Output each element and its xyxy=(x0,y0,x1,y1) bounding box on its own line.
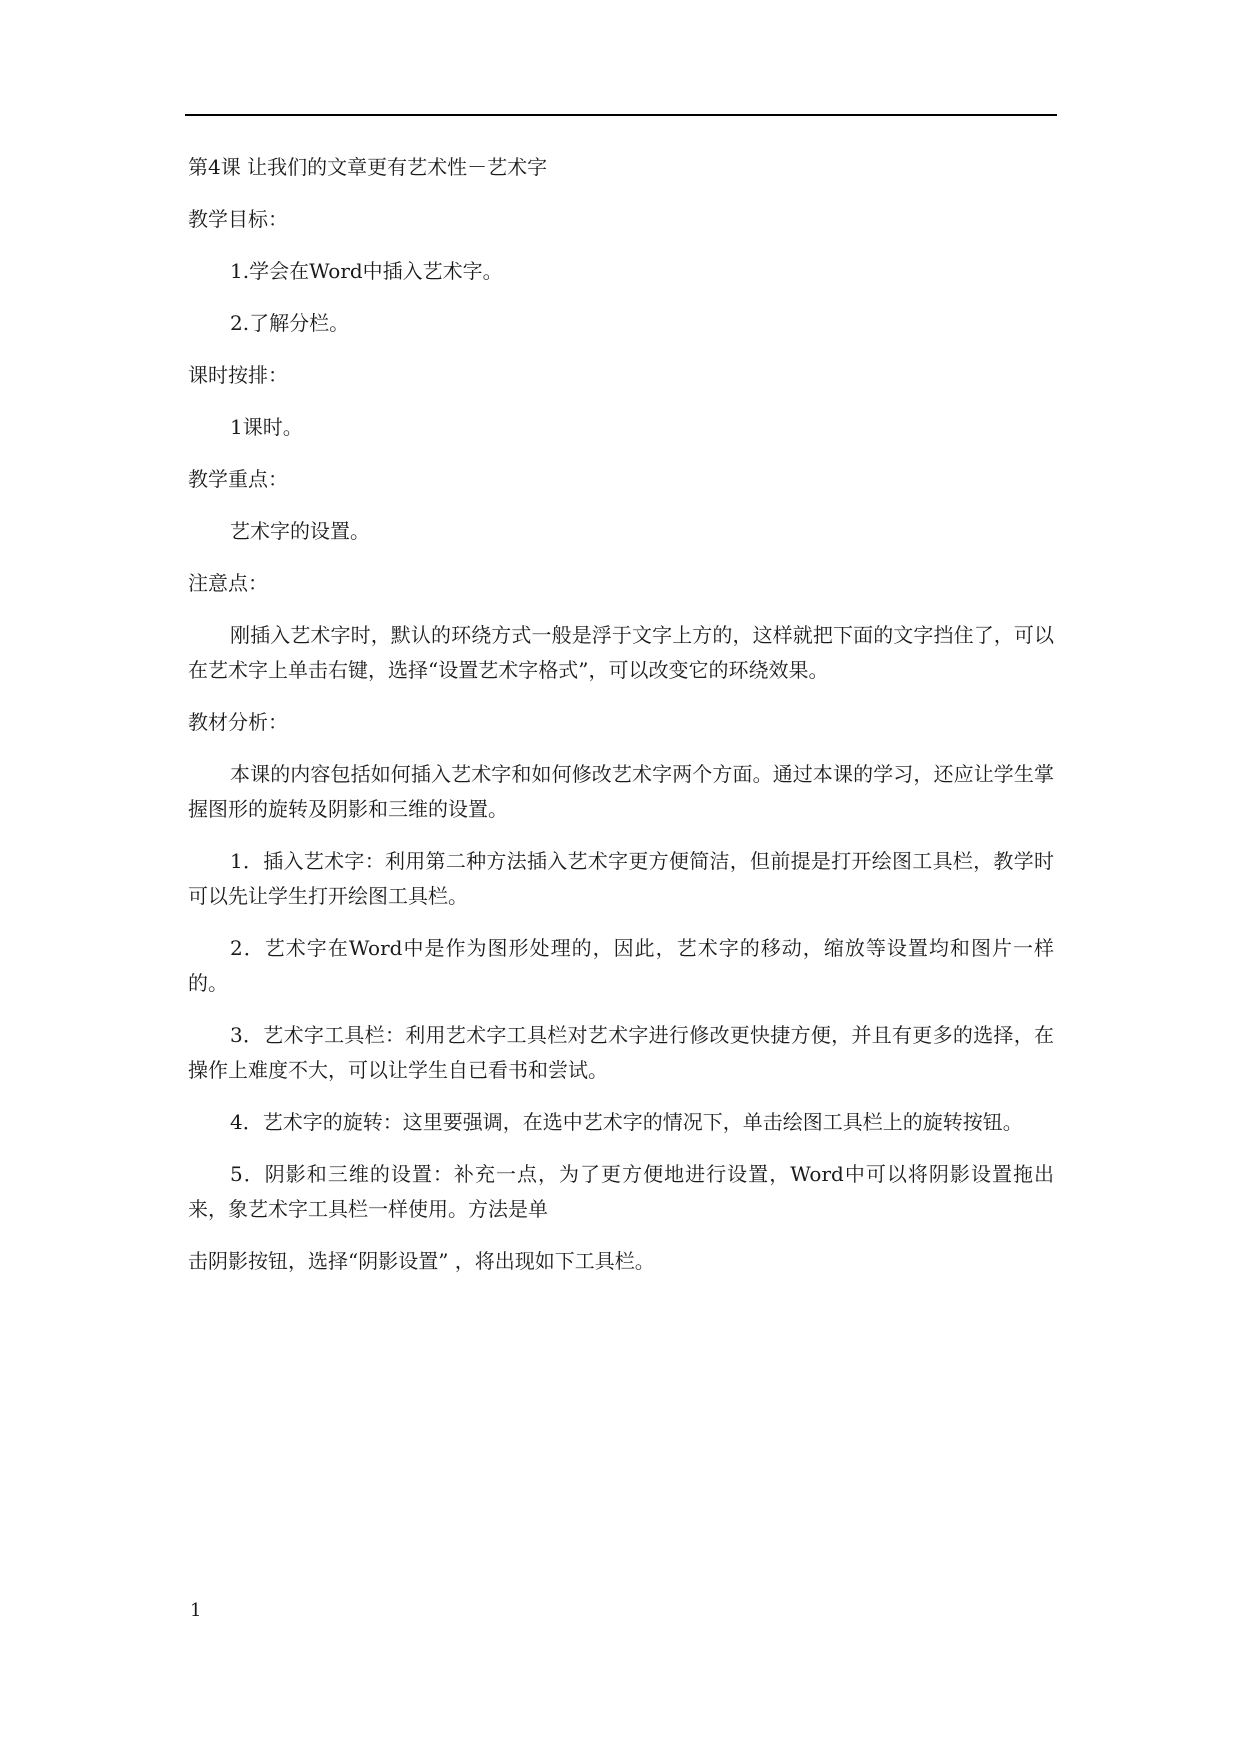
analysis-item-5-continued: 击阴影按钮，选择“阴影设置” ，将出现如下工具栏。 xyxy=(188,1249,655,1273)
key-points-text: 艺术字的设置。 xyxy=(230,519,370,543)
document-body xyxy=(188,150,1054,1296)
schedule-text: 1课时。 xyxy=(230,415,303,439)
lesson-title: 第4课 让我们的文章更有艺术性－艺术字 xyxy=(188,155,548,179)
analysis-item-4: 4．艺术字的旋转：这里要强调，在选中艺术字的情况下，单击绘图工具栏上的旋转按钮。 xyxy=(230,1110,1023,1134)
section-heading-key-points: 教学重点： xyxy=(188,467,288,491)
analysis-item-1: 1．插入艺术字：利用第二种方法插入艺术字更方便简洁，但前提是打开绘图工具栏，教学时可以先让学生打开绘图工具栏。 xyxy=(188,849,1054,908)
analysis-item-3: 3．艺术字工具栏：利用艺术字工具栏对艺术字进行修改更快捷方便，并且有更多的选择，在操作上难度不大，可以让学生自已看书和尝试。 xyxy=(188,1023,1054,1082)
analysis-item-2: 2．艺术字在Word中是作为图形处理的，因此，艺术字的移动，缩放等设置均和图片一样的。 xyxy=(188,936,1054,995)
objective-item-1: 1.学会在Word中插入艺术字。 xyxy=(230,259,503,283)
section-heading-objectives: 教学目标： xyxy=(188,207,288,231)
section-heading-notes: 注意点： xyxy=(188,571,268,595)
section-heading-schedule: 课时按排： xyxy=(188,363,288,387)
section-heading-analysis: 教材分析： xyxy=(188,710,288,734)
header-rule xyxy=(185,114,1057,116)
page-number: 1 xyxy=(190,1600,202,1621)
analysis-item-5: 5．阴影和三维的设置：补充一点，为了更方便地进行设置，Word中可以将阴影设置拖出来，象艺术字工具栏一样使用。方法是单 xyxy=(188,1162,1054,1221)
analysis-intro: 本课的内容包括如何插入艺术字和如何修改艺术字两个方面。通过本课的学习，还应让学生掌握图形的旋转及阴影和三维的设置。 xyxy=(188,762,1054,821)
objective-item-2: 2.了解分栏。 xyxy=(230,311,350,335)
notes-text: 刚插入艺术字时，默认的环绕方式一般是浮于文字上方的，这样就把下面的文字挡住了，可以在艺术字上单击右键，选择“设置艺术字格式”，可以改变它的环绕效果。 xyxy=(188,623,1054,682)
